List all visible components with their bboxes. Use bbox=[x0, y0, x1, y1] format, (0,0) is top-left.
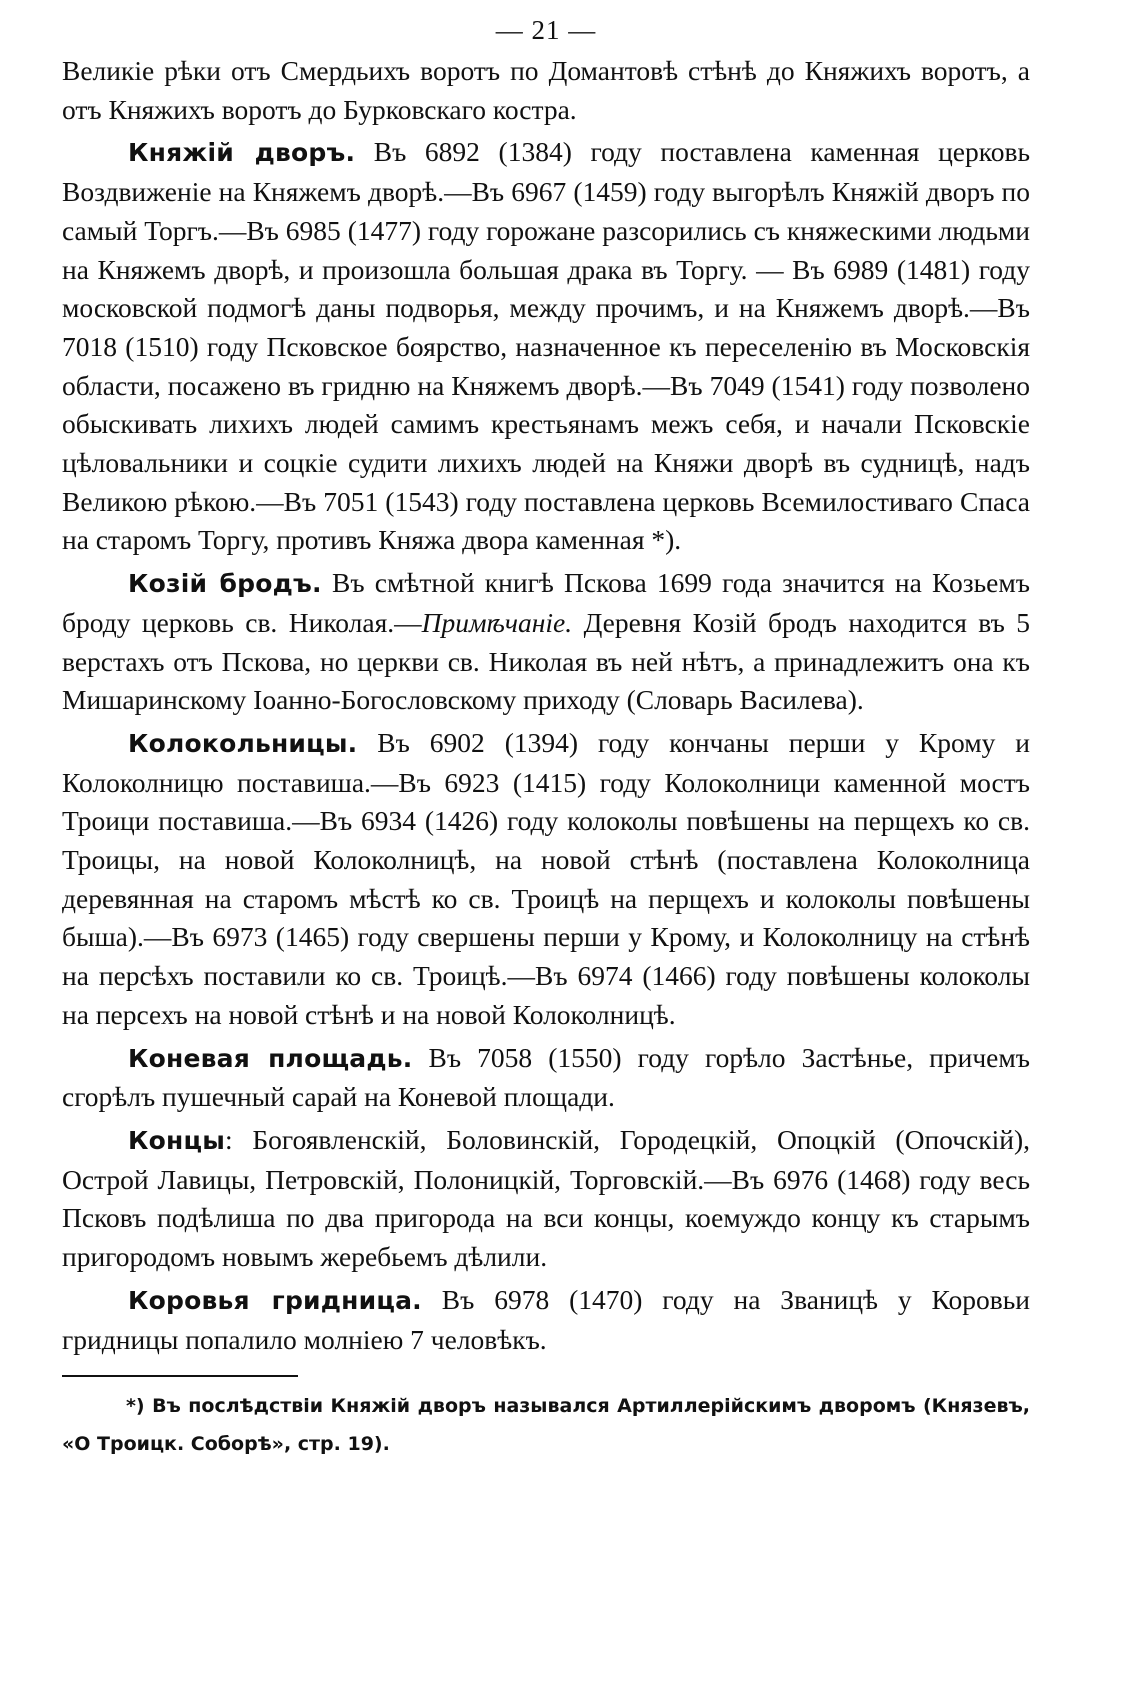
footnote-divider bbox=[62, 1375, 298, 1377]
entry-text: Въ смѣтной книгѣ Пскова 1699 года значится на Козьемъ броду церковь св. Николая.— bbox=[62, 567, 1031, 638]
entry-korovya-gridnitsa bbox=[62, 1281, 1030, 1359]
entry-heading: Княжiй дворъ. bbox=[128, 138, 356, 168]
entry-heading: Коровья гридница. bbox=[128, 1285, 422, 1315]
entry-heading: Колокольницы. bbox=[128, 728, 358, 758]
footnote bbox=[62, 1387, 1030, 1463]
entry-text: Въ 6978 (1470) году на Званицѣ у Коровьи гридницы попалило молнiею 7 человѣкъ. bbox=[62, 1283, 1030, 1355]
entry-continuation bbox=[62, 52, 1030, 129]
entry-heading: Концы bbox=[128, 1125, 226, 1155]
entry-heading: Козiй бродъ. bbox=[128, 569, 322, 599]
entry-text: Въ 6892 (1384) году поставлена каменная церковь Воздвиженiе на Княжемъ дворѣ.—Въ 6967 (1459) году выгорѣлъ Княжiй дворъ по самый Торгъ.—Въ 6985 (1477) году горожане разсорились съ княжескими людьми на Княжемъ дворѣ, и произошла большая драка въ Торгу. — Въ 6989 (1481) году московской подмогѣ даны подворья, между прочимъ, и на Княжемъ дворѣ.—Въ 7018 (1510) году Псковское боярство, назначенное къ переселенiю въ Московскiя области, посажено въ гридню на Княжемъ дворѣ.—Въ 7049 (1541) году позволено обыскивать лихихъ людей самимъ крестьянамъ межъ себя, и начали Псковскiе цѣловальники и соцкiе судити лихихъ людей на Княжи дворѣ въ судницѣ, надъ Великою рѣкою.—Въ 7051 (1543) году поставлена церковь Всемилостиваго Спаса на старомъ Торгу, противъ Княжа двора каменная *). bbox=[62, 136, 1030, 556]
entries-body bbox=[62, 52, 1030, 1359]
entry-kontsy bbox=[62, 1121, 1030, 1277]
entry-text: Въ 6902 (1394) году кончаны перши у Крому и Колоколницю поставиша.—Въ 6923 (1415) году Колоколници каменной мостъ Троици поставиша.—Въ 6934 (1426) году колоколы повѣшены на перщехъ ко св. Троицы, на новой Колоколницѣ, на новой стѣнѣ (поставлена Колоколница деревянная на старомъ мѣстѣ ко св. Троицѣ на перщехъ и колоколы повѣшены быша).—Въ 6973 (1465) году свершены перши у Крому, и Колоколницу на стѣнѣ на персѣхъ поставили ко св. Троицѣ.—Въ 6974 (1466) году повѣшены колоколы на персехъ на новой стѣнѣ и на новой Колоколницѣ. bbox=[62, 726, 1030, 1030]
entry-knyazhiy-dvor bbox=[62, 133, 1030, 560]
note-label: Примѣчанiе. bbox=[421, 606, 573, 638]
entry-text: : Богоявленскiй, Боловинскiй, Городецкiй, Опоцкiй (Опочскiй), Острой Лавицы, Петровскiй, Полоницкiй, Торговскiй.—Въ 6976 (1468) году весь Псковъ подѣлиша по два пригорода на вси концы, коемуждо концу къ старымъ пригородомъ новымъ жеребьемъ дѣлили. bbox=[62, 1123, 1030, 1273]
page-number: — 21 — bbox=[495, 15, 597, 45]
entry-text: Въ 7058 (1550) году горѣло Застѣнье, причемъ сгорѣлъ пушечный сарай на Коневой площади. bbox=[62, 1041, 1030, 1113]
entry-konevaya-ploshchad bbox=[62, 1039, 1030, 1117]
entry-koziy-brod bbox=[62, 564, 1030, 720]
footnote-text: *) Въ послѣдствiи Княжiй дворъ назывался Артиллерiйскимъ дворомъ (Князевъ, «О Троицк. Соборѣ», стр. 19). bbox=[62, 1395, 1030, 1456]
entry-text: Великiе рѣки отъ Смердьихъ воротъ по Домантовѣ стѣнѣ до Княжихъ воротъ, а отъ Княжихъ воротъ до Бурковскаго костра. bbox=[62, 55, 1030, 125]
entry-heading: Коневая площадь. bbox=[128, 1043, 413, 1073]
entry-text: Деревня Козiй бродъ находится въ 5 верстахъ отъ Пскова, но церкви св. Николая въ ней нѣтъ, а принадлежитъ она къ Мишаринскому Iоанно-Богословскому приходу (Словарь Василева). bbox=[62, 606, 1030, 716]
book-page bbox=[62, 10, 1030, 1690]
entry-kolokolnitsy bbox=[62, 724, 1030, 1035]
